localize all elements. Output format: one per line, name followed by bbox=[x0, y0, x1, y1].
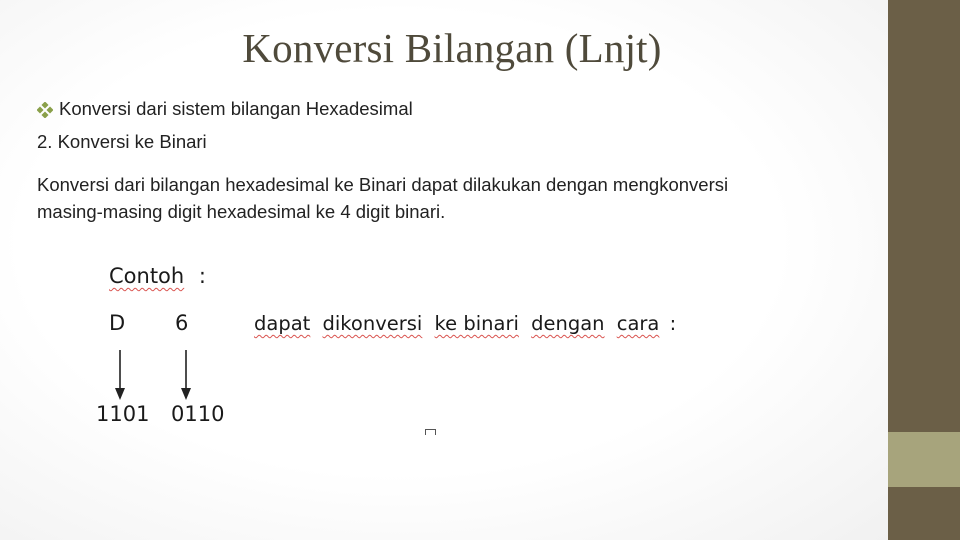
sidebar-decoration-accent bbox=[888, 432, 960, 487]
example-image bbox=[92, 256, 712, 446]
subheading: 2. Konversi ke Binari bbox=[37, 131, 207, 152]
image-artifact-marker bbox=[425, 429, 436, 435]
example-label-word: Contoh bbox=[109, 264, 185, 288]
sentence-word: dikonversi bbox=[322, 312, 423, 335]
diamond-bullet-icon bbox=[37, 101, 53, 117]
bullet-heading bbox=[37, 98, 413, 120]
slide-title: Konversi Bilangan (Lnjt) bbox=[242, 25, 662, 71]
sentence-word: dapat bbox=[254, 312, 311, 335]
binary-result-6: 0110 bbox=[171, 402, 225, 426]
down-arrow-icon bbox=[178, 350, 194, 402]
down-arrow-icon bbox=[112, 350, 128, 402]
bullet-heading-text: Konversi dari sistem bilangan Hexadesimal bbox=[59, 98, 413, 119]
example-label bbox=[109, 264, 206, 288]
sentence-word: ke binari bbox=[434, 312, 519, 335]
sentence-colon: : bbox=[669, 312, 677, 335]
sentence-word: dengan bbox=[531, 312, 605, 335]
hex-digit-6: 6 bbox=[175, 311, 189, 335]
example-sentence bbox=[254, 312, 676, 335]
sidebar-decoration-bottom bbox=[888, 487, 960, 540]
body-paragraph: Konversi dari bilangan hexadesimal ke Binari dapat dilakukan dengan mengkonversi masing-masing digit hexadesimal ke 4 digit binari. bbox=[37, 174, 729, 222]
sentence-word: cara bbox=[616, 312, 660, 335]
binary-result-d: 1101 bbox=[96, 402, 150, 426]
example-label-colon: : bbox=[198, 264, 206, 288]
hex-digit-d: D bbox=[109, 311, 126, 335]
